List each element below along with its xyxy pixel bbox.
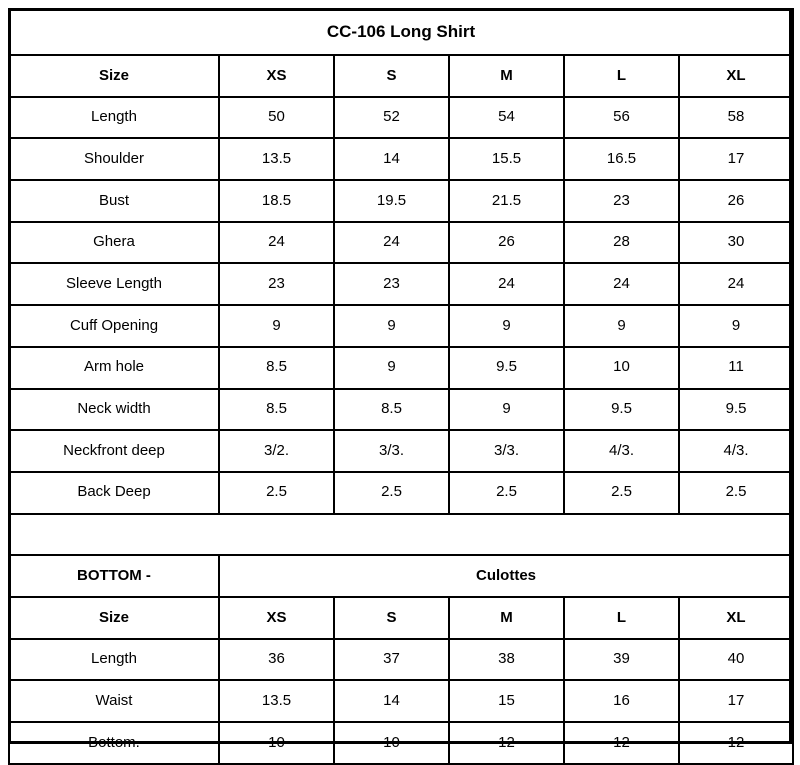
table-cell: 24	[449, 263, 564, 305]
table-cell: 8.5	[334, 389, 449, 431]
table-cell: 2.5	[449, 472, 564, 514]
table-cell: 37	[334, 639, 449, 681]
table-cell: 10	[219, 722, 334, 764]
table-cell: 8.5	[219, 347, 334, 389]
table-cell: 2.5	[219, 472, 334, 514]
table-cell: 16.5	[564, 138, 679, 180]
table-cell: 9	[334, 305, 449, 347]
row-label: Length	[9, 97, 219, 139]
table-cell: 23	[334, 263, 449, 305]
table-cell: 2.5	[679, 472, 793, 514]
table-cell: 23	[219, 263, 334, 305]
table-cell: 24	[334, 222, 449, 264]
table-cell: 12	[564, 722, 679, 764]
outer-frame	[8, 8, 792, 744]
row-label: Neckfront deep	[9, 430, 219, 472]
table-cell: 50	[219, 97, 334, 139]
row-label: Neck width	[9, 389, 219, 431]
header-cell: XL	[679, 597, 793, 639]
table-cell: 15	[449, 680, 564, 722]
table-cell: 39	[564, 639, 679, 681]
header-cell: M	[449, 55, 564, 97]
header-cell: S	[334, 55, 449, 97]
table-cell: 14	[334, 138, 449, 180]
row-label: Bottom.	[9, 722, 219, 764]
row-label: Shoulder	[9, 138, 219, 180]
table-cell: 11	[679, 347, 793, 389]
header-cell: M	[449, 597, 564, 639]
table-cell: 14	[334, 680, 449, 722]
table-cell: 4/3.	[679, 430, 793, 472]
table-cell: 10	[334, 722, 449, 764]
table-cell: 9.5	[449, 347, 564, 389]
table-cell: 13.5	[219, 680, 334, 722]
bottom-section-name: Culottes	[219, 555, 793, 597]
table-cell: 9	[449, 305, 564, 347]
table-cell: 2.5	[564, 472, 679, 514]
table-cell: 9	[334, 347, 449, 389]
table-cell: 28	[564, 222, 679, 264]
table-cell: 24	[679, 263, 793, 305]
table-cell: 36	[219, 639, 334, 681]
header-cell: L	[564, 55, 679, 97]
table-cell: 4/3.	[564, 430, 679, 472]
header-cell: Size	[9, 597, 219, 639]
table-cell: 3/2.	[219, 430, 334, 472]
table-cell: 9	[219, 305, 334, 347]
row-label: Bust	[9, 180, 219, 222]
row-label: Back Deep	[9, 472, 219, 514]
table-cell: 15.5	[449, 138, 564, 180]
table-cell: 9	[564, 305, 679, 347]
header-cell: S	[334, 597, 449, 639]
header-cell: XL	[679, 55, 793, 97]
table-cell: 18.5	[219, 180, 334, 222]
row-label: Cuff Opening	[9, 305, 219, 347]
table-cell: 52	[334, 97, 449, 139]
row-label: Sleeve Length	[9, 263, 219, 305]
header-cell: L	[564, 597, 679, 639]
table-cell: 3/3.	[334, 430, 449, 472]
table-cell: 21.5	[449, 180, 564, 222]
table-cell: 13.5	[219, 138, 334, 180]
bottom-section-label: BOTTOM -	[9, 555, 219, 597]
table-cell: 54	[449, 97, 564, 139]
table-cell: 23	[564, 180, 679, 222]
row-label: Length	[9, 639, 219, 681]
table-cell: 9	[449, 389, 564, 431]
table-cell: 17	[679, 680, 793, 722]
header-cell: XS	[219, 597, 334, 639]
table-cell: 58	[679, 97, 793, 139]
row-label: Ghera	[9, 222, 219, 264]
table-cell: 19.5	[334, 180, 449, 222]
table-cell: 9	[679, 305, 793, 347]
chart-title: CC-106 Long Shirt	[9, 9, 793, 55]
table-cell: 12	[679, 722, 793, 764]
header-cell: Size	[9, 55, 219, 97]
table-cell: 9.5	[564, 389, 679, 431]
table-cell: 26	[679, 180, 793, 222]
table-cell: 56	[564, 97, 679, 139]
header-cell: XS	[219, 55, 334, 97]
table-cell: 12	[449, 722, 564, 764]
table-cell: 9.5	[679, 389, 793, 431]
table-cell: 26	[449, 222, 564, 264]
table-cell: 8.5	[219, 389, 334, 431]
table-cell: 38	[449, 639, 564, 681]
table-cell: 24	[564, 263, 679, 305]
table-cell: 16	[564, 680, 679, 722]
row-label: Waist	[9, 680, 219, 722]
row-label: Arm hole	[9, 347, 219, 389]
table-cell: 24	[219, 222, 334, 264]
table-cell: 30	[679, 222, 793, 264]
table-cell: 3/3.	[449, 430, 564, 472]
table-cell: 40	[679, 639, 793, 681]
table-cell: 10	[564, 347, 679, 389]
table-cell: 17	[679, 138, 793, 180]
table-cell: 2.5	[334, 472, 449, 514]
